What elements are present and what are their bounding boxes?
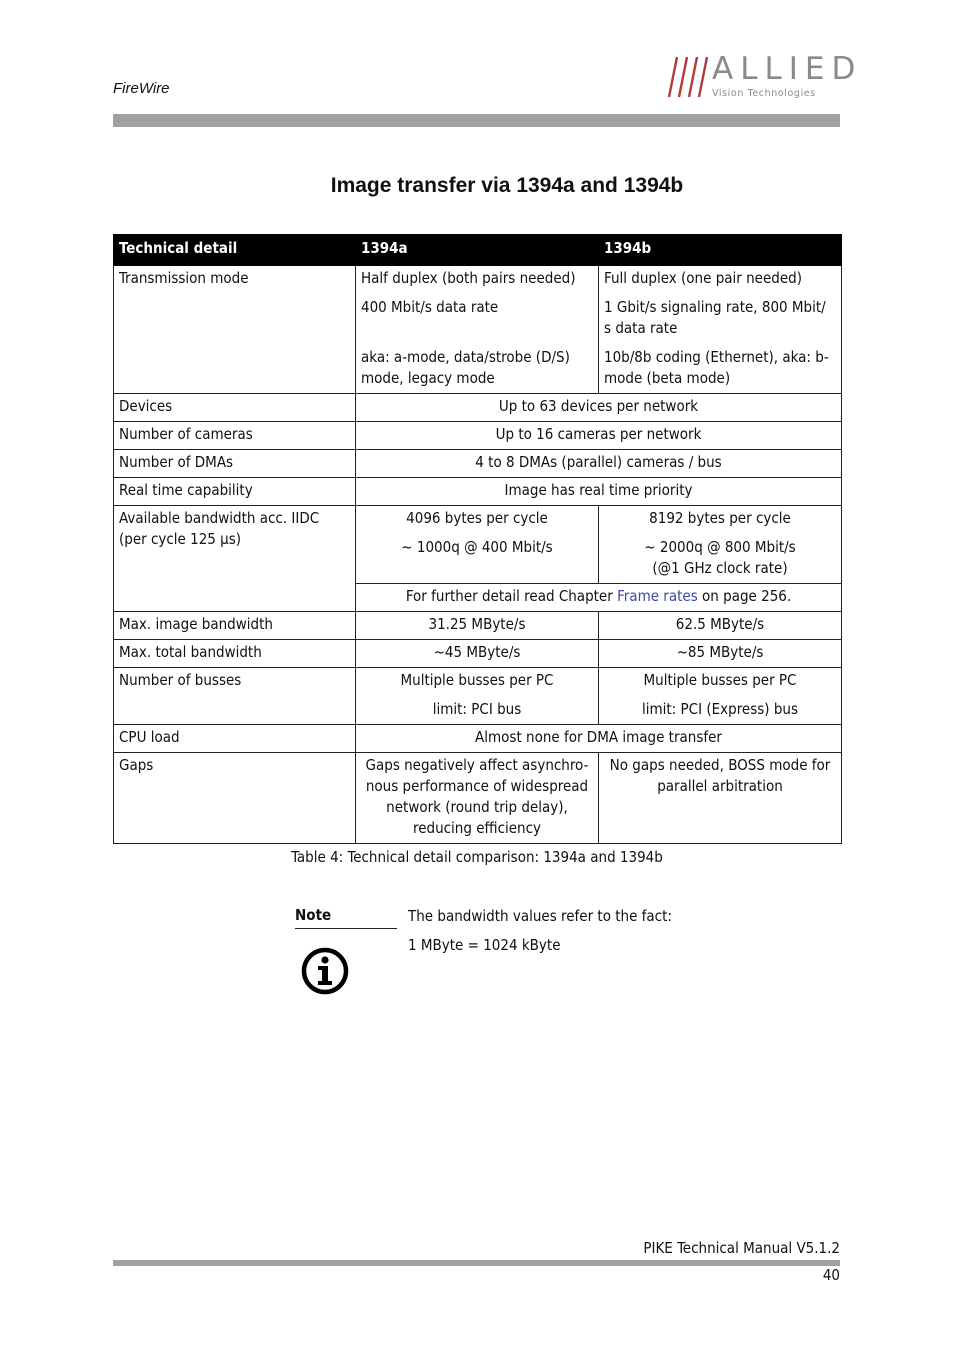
cell-line: 400 Mbit/s data rate	[361, 298, 499, 316]
cell-line: Multiple busses per PC	[400, 671, 554, 689]
row-label: Number of busses	[114, 668, 356, 725]
row-label: Number of DMAs	[114, 450, 356, 478]
comparison-table	[113, 234, 842, 844]
header-1394b: 1394b	[599, 235, 842, 266]
logo-slashes-icon	[665, 55, 713, 101]
header-section-title: FireWire	[113, 80, 170, 97]
cell-line: ~ 2000q @ 800 Mbit/s	[644, 538, 796, 556]
further-suffix: on page 256.	[697, 587, 792, 605]
row-label: Max. image bandwidth	[114, 612, 356, 640]
header-rule	[113, 114, 840, 127]
cell-1394a: Gaps negatively affect asynchro- nous performance of widespread network (round trip delay), reducing efficiency	[356, 753, 599, 844]
cell-shared: Almost none for DMA image transfer	[356, 725, 842, 753]
page-number: 40	[822, 1266, 840, 1284]
table-row	[114, 394, 842, 422]
cell-shared: Image has real time priority	[356, 478, 842, 506]
cell-1394a	[356, 506, 599, 584]
cell-line: 10b/8b coding (Ethernet), aka: b-mode (beta mode)	[604, 348, 829, 387]
cell-line: ~ 1000q @ 400 Mbit/s	[401, 538, 553, 556]
row-label: Gaps	[114, 753, 356, 844]
frame-rates-link[interactable]: Frame rates	[617, 587, 698, 605]
table-row	[114, 612, 842, 640]
header-technical-detail: Technical detail	[114, 235, 356, 266]
cell-1394a	[356, 668, 599, 725]
allied-logo	[665, 51, 863, 101]
cell-1394b: ~85 MByte/s	[599, 640, 842, 668]
cell-line: 8192 bytes per cycle	[649, 509, 791, 527]
logo-subtitle: Vision Technologies	[712, 88, 816, 99]
table-row	[114, 725, 842, 753]
note-text	[408, 906, 838, 964]
table-row	[114, 266, 842, 394]
table-row	[114, 506, 842, 584]
cell-line: Full duplex (one pair needed)	[604, 269, 802, 287]
row-label: Devices	[114, 394, 356, 422]
cell-line: 1 Gbit/s signaling rate, 800 Mbit/ s data rate	[604, 298, 826, 337]
table-row	[114, 422, 842, 450]
row-label: Number of cameras	[114, 422, 356, 450]
info-icon	[300, 946, 350, 996]
table-row	[114, 640, 842, 668]
cell-line: limit: PCI bus	[432, 700, 522, 718]
row-label: Real time capability	[114, 478, 356, 506]
cell-shared: Up to 16 cameras per network	[356, 422, 842, 450]
cell-1394a	[356, 266, 599, 394]
row-label: Transmission mode	[114, 266, 356, 394]
cell-1394b	[599, 506, 842, 584]
cell-line: aka: a-mode, data/strobe (D/S) mode, legacy mode	[361, 348, 570, 387]
note-line: 1 MByte = 1024 kByte	[408, 936, 561, 954]
cell-line: Multiple busses per PC	[643, 671, 797, 689]
cell-line: 4096 bytes per cycle	[406, 509, 548, 527]
row-label: Available bandwidth acc. IIDC (per cycle 125 µs)	[114, 506, 356, 612]
note-label: Note	[295, 906, 397, 929]
table-header-row	[114, 235, 842, 266]
cell-shared: 4 to 8 DMAs (parallel) cameras / bus	[356, 450, 842, 478]
table-row	[114, 753, 842, 844]
cell-1394a: 31.25 MByte/s	[356, 612, 599, 640]
cell-1394a: ~45 MByte/s	[356, 640, 599, 668]
cell-1394b	[599, 668, 842, 725]
table-row	[114, 668, 842, 725]
row-label: Max. total bandwidth	[114, 640, 356, 668]
row-label: CPU load	[114, 725, 356, 753]
cell-further-detail	[356, 584, 842, 612]
table-caption: Table 4: Technical detail comparison: 1394a and 1394b	[291, 848, 663, 866]
note-line: The bandwidth values refer to the fact:	[408, 907, 672, 925]
footer-manual-title: PIKE Technical Manual V5.1.2	[643, 1239, 840, 1257]
footer-rule	[113, 1260, 840, 1266]
logo-word: ALLIED	[712, 51, 863, 87]
table-row	[114, 450, 842, 478]
cell-line: (@1 GHz clock rate)	[652, 559, 788, 577]
cell-shared: Up to 63 devices per network	[356, 394, 842, 422]
cell-line: Half duplex (both pairs needed)	[361, 269, 576, 287]
table-row	[114, 478, 842, 506]
header-1394a: 1394a	[356, 235, 599, 266]
further-prefix: For further detail read Chapter	[405, 587, 618, 605]
cell-1394b: 62.5 MByte/s	[599, 612, 842, 640]
cell-1394b	[599, 266, 842, 394]
cell-line: limit: PCI (Express) bus	[642, 700, 798, 718]
page-title: Image transfer via 1394a and 1394b	[330, 174, 684, 197]
cell-1394b: No gaps needed, BOSS mode for parallel arbitration	[599, 753, 842, 844]
